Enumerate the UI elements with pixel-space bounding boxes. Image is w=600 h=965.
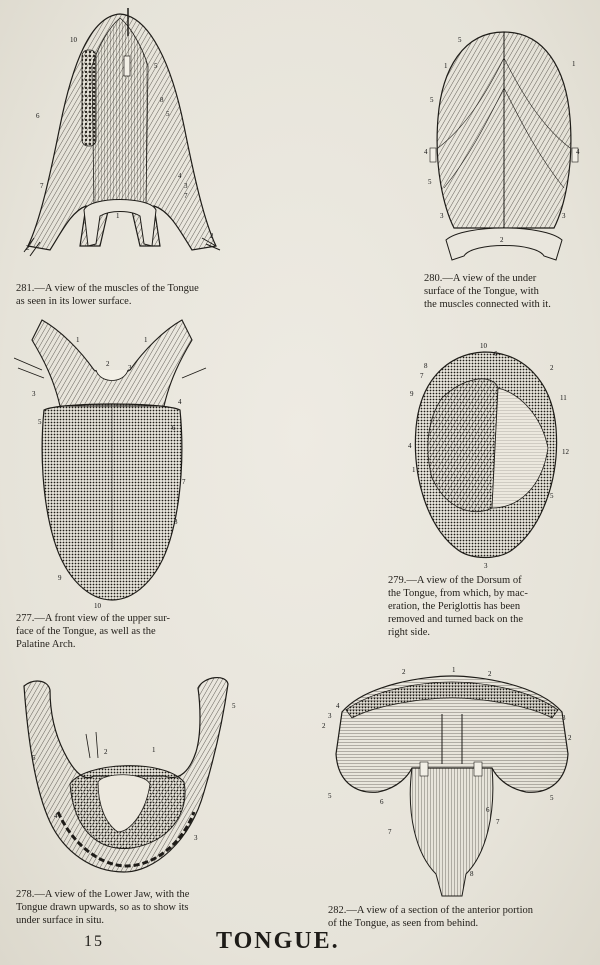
figure-282-label: 5 (550, 794, 554, 802)
figure-281-label: 5 (154, 62, 158, 70)
figure-279-illustration (402, 338, 580, 570)
figure-277-label: 5 (38, 418, 42, 426)
figure-281-label: 6 (36, 112, 40, 120)
figure-280-illustration (424, 28, 584, 264)
figure-282-label: 7 (496, 818, 500, 826)
figure-281-illustration (20, 6, 225, 262)
figure-282-caption: 282.—A view of a section of the anterior portion of the Tongue, as seen from behind. (328, 905, 533, 929)
figure-281-label: 10 (70, 36, 77, 44)
figure-282-label: 4 (336, 702, 340, 710)
figure-282-label: 1 (452, 666, 456, 674)
figure-282-label: 7 (388, 828, 392, 836)
figure-282-label: 3 (328, 712, 332, 720)
figure-280-label: 5 (428, 178, 432, 186)
figure-277-label: 1 (144, 336, 148, 344)
figure-277-caption: 277.—A front view of the upper sur- face of the Tongue, as well as the Palatine Arch. (16, 613, 171, 650)
page-title: TONGUE. (216, 928, 340, 954)
figure-280-label: 5 (458, 36, 462, 44)
figure-279-label: 10 (480, 342, 487, 350)
figure-278-label: 1 (152, 746, 156, 754)
figure-279-label: 4 (408, 442, 412, 450)
figure-280-label: 1 (572, 60, 576, 68)
figure-280-label: 3 (562, 212, 566, 220)
figure-279-label: 1 (412, 466, 416, 474)
figure-279-label: 8 (424, 362, 428, 370)
figure-277-label: 1 (76, 336, 80, 344)
figure-281-label: 2 (210, 232, 214, 240)
figure-282-label: 2 (402, 668, 406, 676)
figure-280-label: 3 (440, 212, 444, 220)
figure-277-label: 2 (106, 360, 110, 368)
figure-279-caption: 279.—A view of the Dorsum of the Tongue, from which, by mac- eration, the Periglottis has been removed and turned back on the right side. (388, 575, 528, 638)
figure-277-label: 8 (174, 518, 178, 526)
figure-280-label: 5 (430, 96, 434, 104)
figure-281-label: 3 (184, 182, 188, 190)
figure-279-label: 6 (494, 350, 498, 358)
figure-277-label: 9 (58, 574, 62, 582)
figure-279-label: 2 (550, 364, 554, 372)
figure-280-label: 4 (576, 148, 580, 156)
figure-277-label: 10 (94, 602, 101, 610)
figure-282-label: 2 (488, 670, 492, 678)
figure-281-label: 7 (40, 182, 44, 190)
figure-280-label: 2 (500, 236, 504, 244)
figure-277-label: 3 (128, 364, 132, 372)
figure-280-label: 4 (424, 148, 428, 156)
figure-278-label: 2 (104, 748, 108, 756)
figure-282-label: 5 (328, 792, 332, 800)
figure-279-label: 11 (560, 394, 567, 402)
figure-282-label: 6 (380, 798, 384, 806)
figure-282-label: 3 (562, 714, 566, 722)
figure-278-label: 5 (32, 754, 36, 762)
figure-281-label: 2 (26, 244, 30, 252)
figure-278-label: 3 (194, 834, 198, 842)
figure-282-label: 8 (470, 870, 474, 878)
figure-277-label: 6 (172, 424, 176, 432)
figure-282-label: 2 (322, 722, 326, 730)
figure-279-label: 3 (484, 562, 488, 570)
figure-277-label: 4 (178, 398, 182, 406)
figure-281-label: 1 (116, 212, 120, 220)
figure-281-caption: 281.—A view of the muscles of the Tongue as seen in its lower surface. (16, 283, 199, 307)
figure-282-label: 2 (568, 734, 572, 742)
figure-282-illustration (316, 664, 586, 900)
figure-280-caption: 280.—A view of the under surface of the Tongue, with the muscles connected with it. (424, 273, 551, 310)
figure-279-label: 5 (550, 492, 554, 500)
figure-281-label: 5 (166, 110, 170, 118)
page-number: 15 (84, 933, 104, 950)
figure-281-label: 8 (160, 96, 164, 104)
figure-279-label: 9 (410, 390, 414, 398)
figure-278-illustration (14, 672, 240, 882)
figure-277-label: 3 (32, 390, 36, 398)
figure-282-label: 6 (486, 806, 490, 814)
figure-278-label: 5 (232, 702, 236, 710)
figure-277-illustration (14, 310, 210, 610)
figure-279-label: 12 (562, 448, 569, 456)
figure-279-label: 7 (420, 372, 424, 380)
figure-278-label: 4 (54, 812, 58, 820)
figure-281-label: 4 (178, 172, 182, 180)
figure-278-caption: 278.—A view of the Lower Jaw, with the Tongue drawn upwards, so as to show its under surface in situ. (16, 889, 190, 926)
figure-277-label: 7 (182, 478, 186, 486)
figure-280-label: 1 (444, 62, 448, 70)
figure-281-label: 7 (184, 192, 188, 200)
